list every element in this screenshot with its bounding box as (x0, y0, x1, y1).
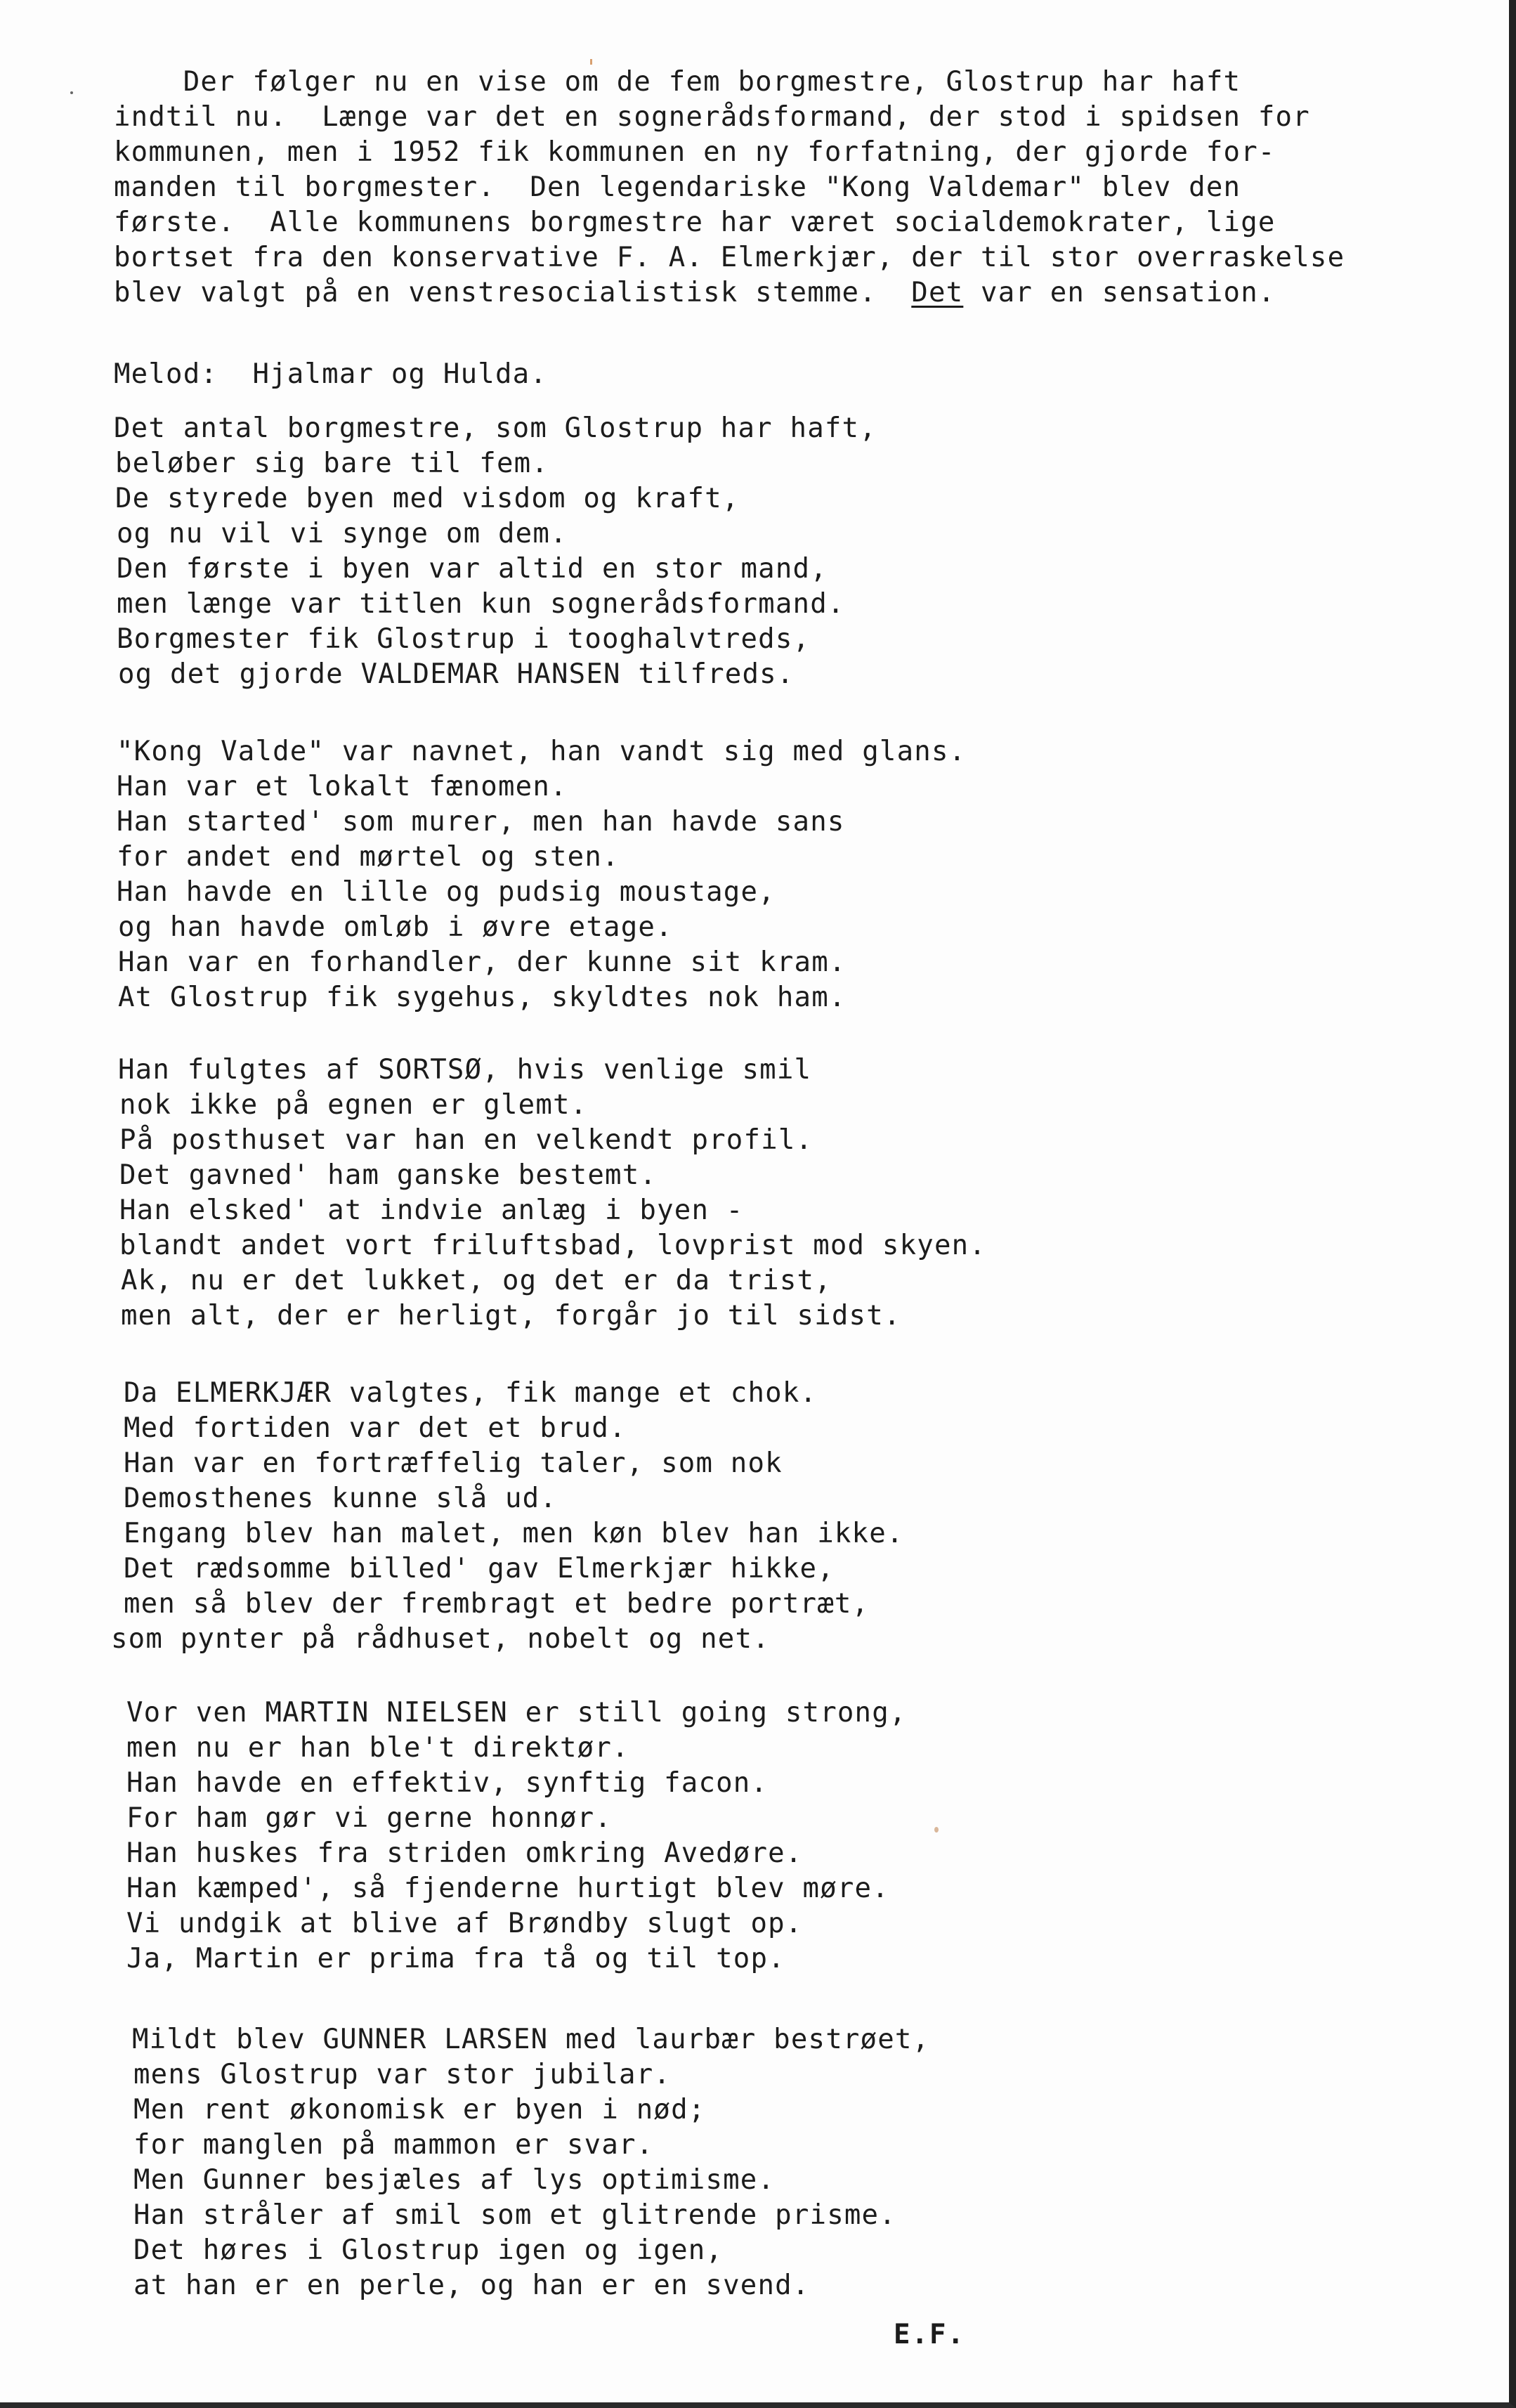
verse-line: De styrede byen med visdom og kraft, (115, 483, 740, 514)
intro-text: blev valgt på en venstresocialistisk stemme. (114, 277, 912, 308)
verse-line: og det gjorde VALDEMAR HANSEN tilfreds. (118, 658, 795, 690)
verse-line: "Kong Valde" var navnet, han vandt sig med glans. (117, 736, 967, 767)
verse-line: Det høres i Glostrup igen og igen, (133, 2234, 724, 2266)
verse-line: Men Gunner besjæles af lys optimisme. (133, 2164, 776, 2196)
intro-line: kommunen, men i 1952 fik kommunen en ny forfatning, der gjorde for- (114, 136, 1276, 168)
verse-line: Han havde en effektiv, synftig facon. (126, 1767, 769, 1799)
verse-line: Da ELMERKJÆR valgtes, fik mange et chok. (124, 1377, 818, 1409)
verse-line: Borgmester fik Glostrup i tooghalvtreds, (117, 623, 811, 655)
speck-mark (590, 59, 592, 65)
verse-line: Mildt blev GUNNER LARSEN med laurbær bestrøet, (132, 2024, 930, 2055)
speck-mark (70, 91, 73, 94)
verse-line: Han huskes fra striden omkring Avedøre. (126, 1837, 803, 1869)
verse-line: men alt, der er herligt, forgår jo til sidst. (121, 1300, 901, 1332)
verse-line: Han elsked' at indvie anlæg i byen - (119, 1195, 744, 1226)
verse-line: Han fulgtes af SORTSØ, hvis venlige smil (118, 1054, 812, 1086)
verse-line: mens Glostrup var stor jubilar. (133, 2059, 672, 2090)
verse-line: At Glostrup fik sygehus, skyldtes nok ham. (118, 982, 847, 1013)
verse-line: På posthuset var han en velkendt profil. (119, 1124, 813, 1156)
verse-line: Han started' som murer, men han havde sans (117, 806, 845, 838)
signature: E.F. (894, 2319, 965, 2350)
verse-line: men længe var titlen kun sognerådsformand. (117, 588, 845, 620)
verse-line: for manglen på mammon er svar. (133, 2129, 654, 2161)
verse-line: Det gavned' ham ganske bestemt. (119, 1159, 658, 1191)
verse-line: Ak, nu er det lukket, og det er da trist, (121, 1265, 832, 1296)
verse-line: Han var et lokalt fænomen. (117, 771, 568, 802)
verse-line: Den første i byen var altid en stor mand, (117, 553, 828, 585)
intro-line: indtil nu. Længe var det en sognerådsformand, der stod i spidsen for (114, 101, 1310, 133)
verse-line: Demosthenes kunne slå ud. (124, 1483, 557, 1514)
intro-text: var en sensation. (963, 277, 1276, 308)
verse-line: Han var en fortræffelig taler, som nok (124, 1447, 783, 1479)
speck-mark (934, 1827, 939, 1833)
verse-line: og han havde omløb i øvre etage. (118, 911, 673, 943)
verse-line: blandt andet vort friluftsbad, lovprist mod skyen. (119, 1230, 986, 1261)
verse-line: Med fortiden var det et brud. (124, 1412, 627, 1444)
verse-line: Men rent økonomisk er byen i nød; (133, 2094, 706, 2126)
verse-line: nok ikke på egnen er glemt. (119, 1089, 588, 1121)
intro-line: manden til borgmester. Den legendariske "Kong Valdemar" blev den (114, 171, 1241, 203)
verse-line: Engang blev han malet, men køn blev han ikke. (124, 1518, 904, 1549)
verse-line: for andet end mørtel og sten. (117, 841, 620, 873)
verse-line: og nu vil vi synge om dem. (117, 518, 568, 549)
verse-line: Han var en forhandler, der kunne sit kram. (118, 946, 847, 978)
intro-line: Der følger nu en vise om de fem borgmestre, Glostrup har haft (114, 66, 1241, 98)
verse-line: som pynter på rådhuset, nobelt og net. (111, 1623, 770, 1655)
verse-line: at han er en perle, og han er en svend. (133, 2270, 810, 2301)
verse-line: Han kæmped', så fjenderne hurtigt blev møre. (126, 1873, 889, 1904)
intro-line: bortset fra den konservative F. A. Elmerkjær, der til stor overraskelse (114, 242, 1345, 273)
verse-line: For ham gør vi gerne honnør. (126, 1802, 613, 1834)
verse-line: Det antal borgmestre, som Glostrup har haft, (114, 412, 877, 444)
verse-line: Han stråler af smil som et glitrende prisme. (133, 2199, 896, 2231)
verse-line: beløber sig bare til fem. (115, 448, 549, 479)
intro-line-last (114, 275, 1276, 311)
intro-line: første. Alle kommunens borgmestre har været socialdemokrater, lige (114, 207, 1276, 238)
verse-line: Vi undgik at blive af Brøndby slugt op. (126, 1908, 803, 1939)
verse-line: men nu er han ble't direktør. (126, 1732, 629, 1764)
underlined-word: Det (911, 277, 964, 308)
melody-line: Melod: Hjalmar og Hulda. (114, 358, 547, 390)
verse-line: Det rædsomme billed' gav Elmerkjær hikke, (124, 1553, 835, 1584)
verse-line: Ja, Martin er prima fra tå og til top. (126, 1943, 785, 1974)
verse-line: men så blev der frembragt et bedre portræt, (124, 1588, 870, 1620)
verse-line: Vor ven MARTIN NIELSEN er still going strong, (126, 1697, 907, 1729)
verse-line: Han havde en lille og pudsig moustage, (117, 876, 776, 908)
